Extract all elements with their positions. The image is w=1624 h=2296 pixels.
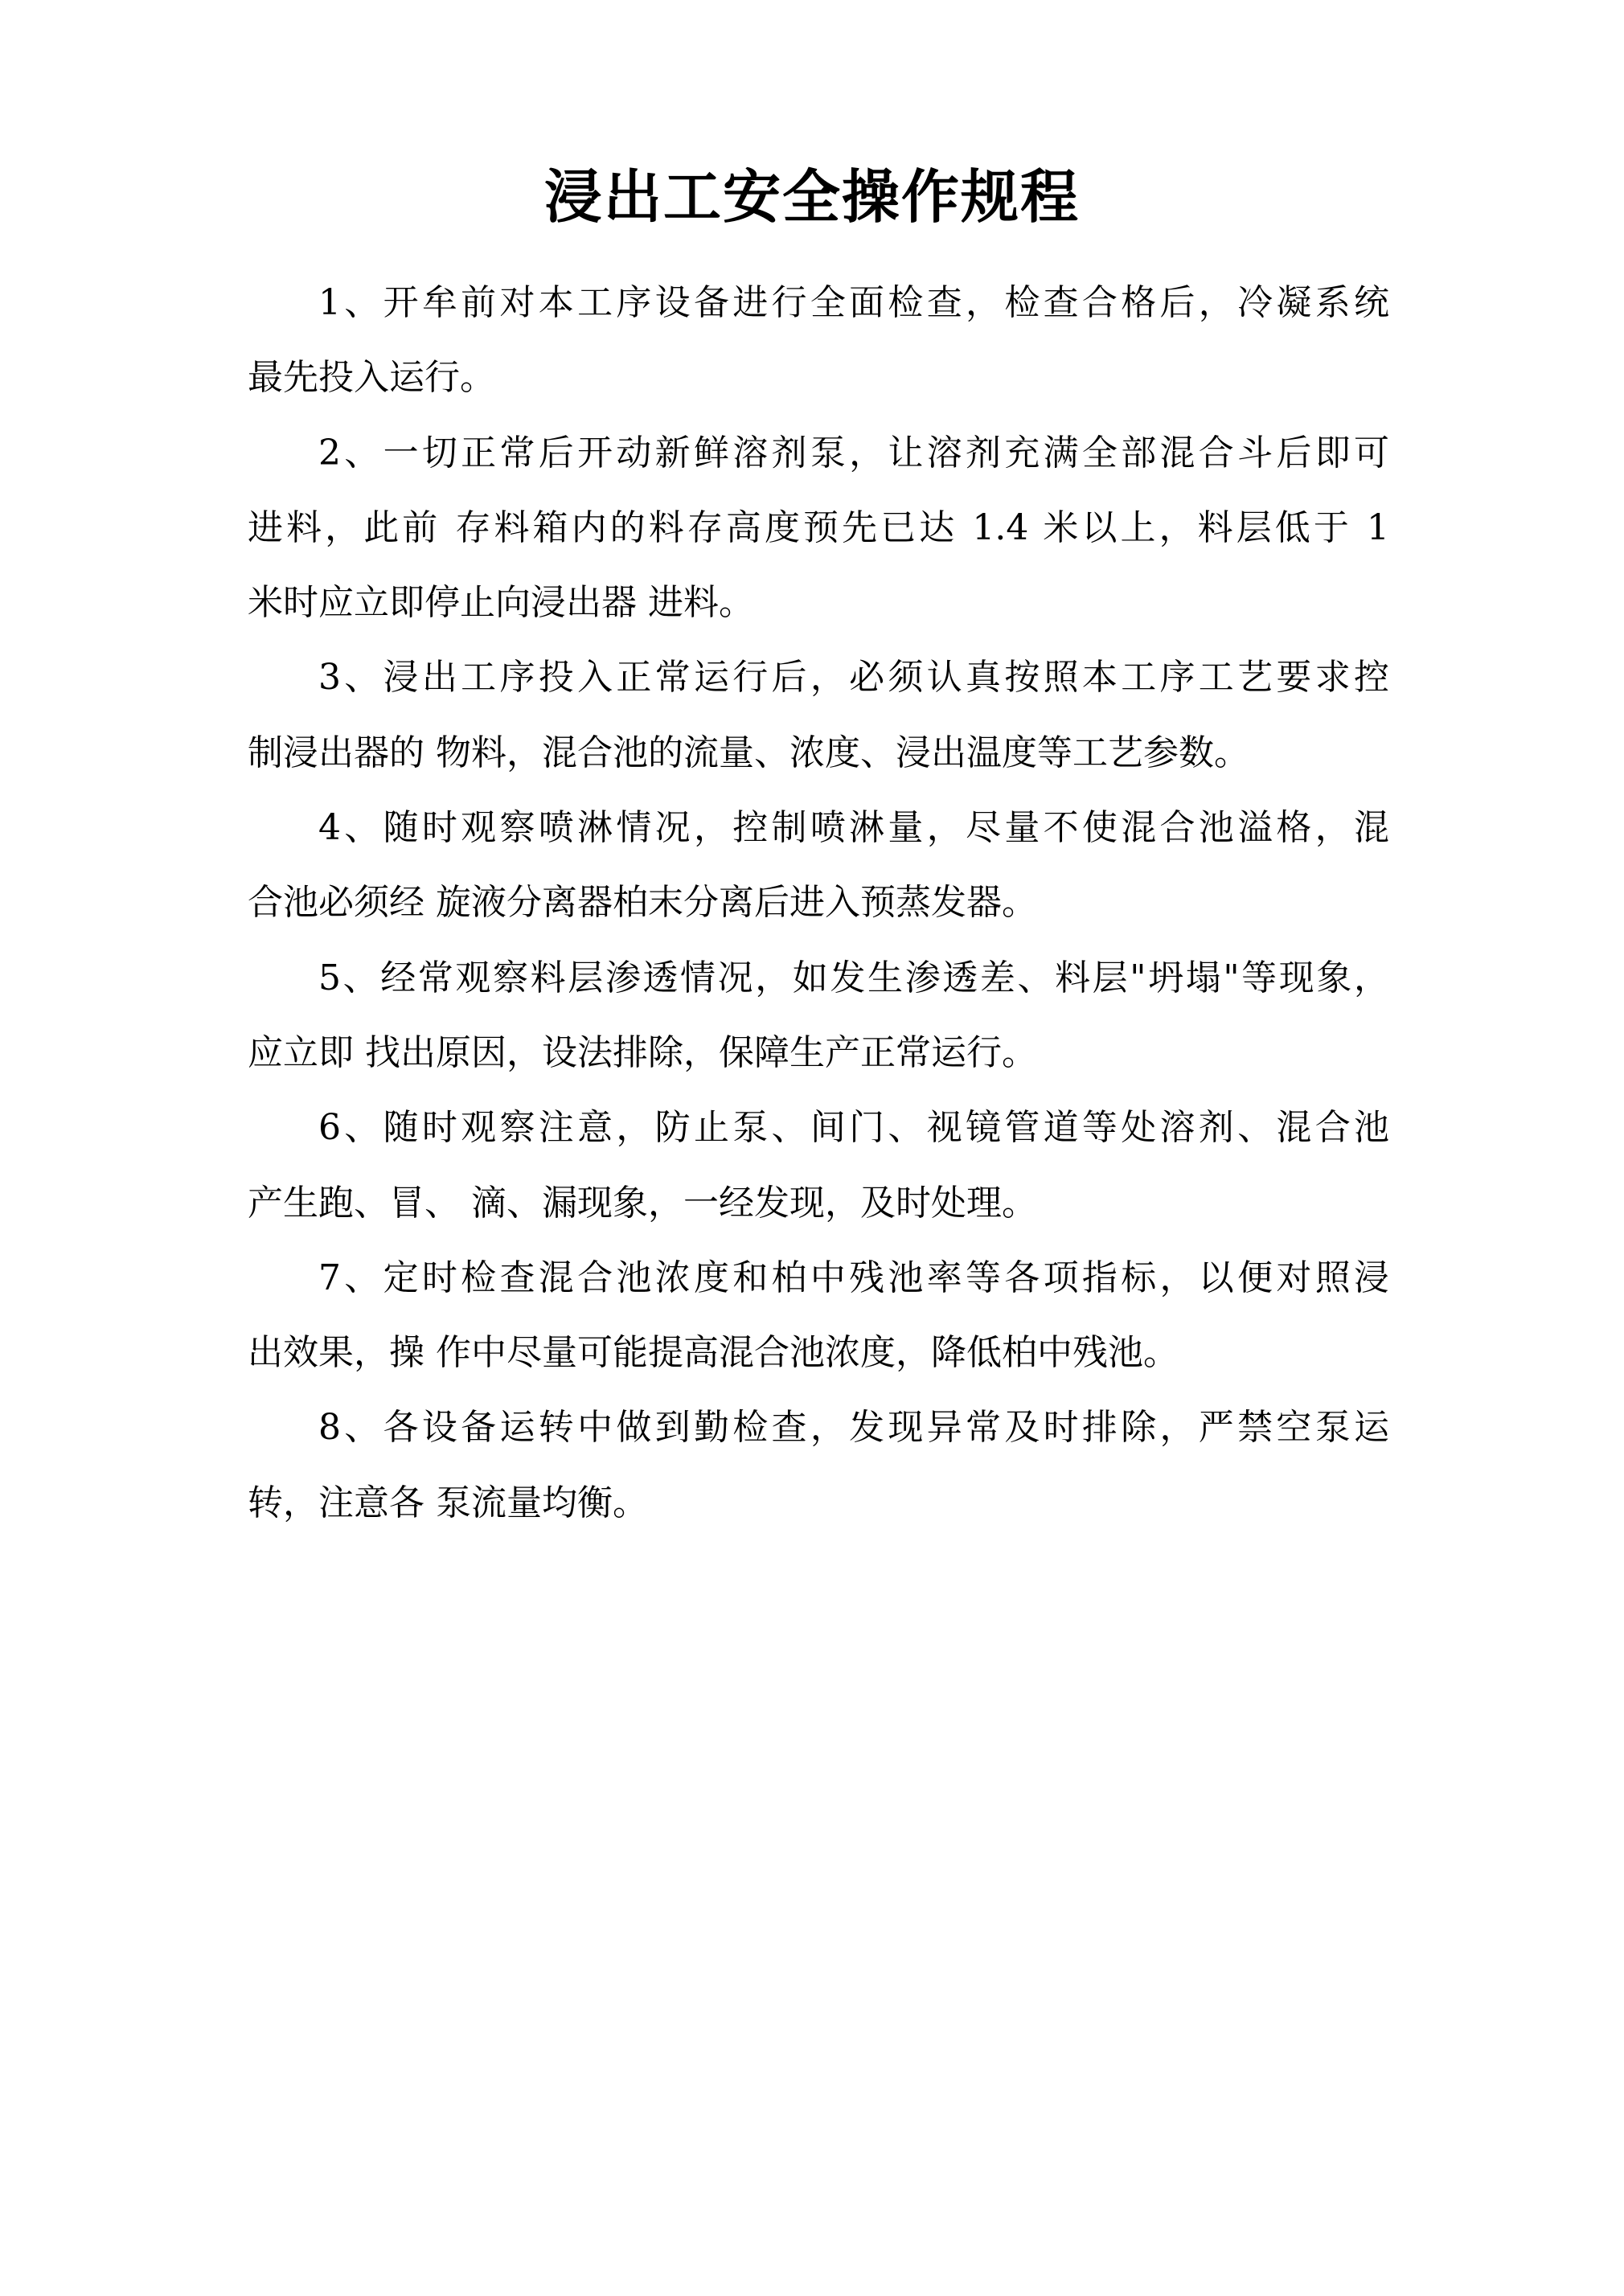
paragraph-7	[248, 1240, 1389, 1391]
paragraph-5	[248, 941, 1389, 1091]
paragraph-line: 7、定时检查混合池浓度和柏中残池率等各项指标，以便对照浸	[318, 1257, 1389, 1298]
paragraph-line: 5、经常观察料层渗透情况，如发生渗透差、料层"坍塌"等现象，	[318, 957, 1389, 998]
paragraph-line: 产生跑、冒、 滴、漏现象，一经发现，及时处理。	[248, 1182, 1037, 1224]
paragraph-line: 4、随时观察喷淋情况，控制喷淋量，尽量不使混合池溢格，混	[318, 807, 1389, 849]
document-title: 浸出工安全操作规程	[543, 162, 1080, 231]
paragraph-6	[248, 1090, 1389, 1240]
paragraph-line: 合池必须经 旋液分离器柏末分离后进入预蒸发器。	[248, 882, 1037, 924]
paragraph-1	[248, 265, 1389, 416]
paragraph-line: 2、一切正常后开动新鲜溶剂泵，让溶剂充满全部混合斗后即可	[318, 432, 1389, 474]
paragraph-8	[248, 1390, 1389, 1540]
paragraph-4	[248, 790, 1389, 941]
paragraph-line: 应立即 找出原因，设法排除，保障生产正常运行。	[248, 1031, 1037, 1073]
paragraph-line: 3、浸出工序投入正常运行后，必须认真按照本工序工艺要求控	[318, 657, 1389, 699]
paragraph-line: 转，注意各 泵流量均衡。	[248, 1482, 648, 1523]
paragraph-line: 1、开牟前对本工序设备进行全面检查，检查合格后，冷凝系统	[318, 282, 1389, 323]
paragraph-line: 8、各设备运转中做到勤检查，发现异常及时排除，严禁空泵运	[318, 1407, 1389, 1449]
paragraph-2	[248, 416, 1389, 641]
paragraph-line: 米时应立即停止向浸出器 进料。	[248, 582, 754, 624]
paragraph-line: 最先投入运行。	[248, 357, 495, 399]
paragraph-line: 进料，此前 存料箱内的料存高度预先已达 1.4 米以上，料层低于 1	[248, 506, 1389, 548]
paragraph-line: 6、随时观察注意，防止泵、间门、视镜管道等处溶剂、混合池	[318, 1107, 1389, 1149]
paragraph-line: 制浸出器的 物料，混合池的流量、浓度、浸出温度等工艺参数。	[248, 732, 1249, 773]
document-body	[248, 265, 1389, 1540]
paragraph-3	[248, 640, 1389, 790]
paragraph-line: 出效果，操 作中尽量可能提高混合池浓度，降低柏中残池。	[248, 1332, 1179, 1374]
